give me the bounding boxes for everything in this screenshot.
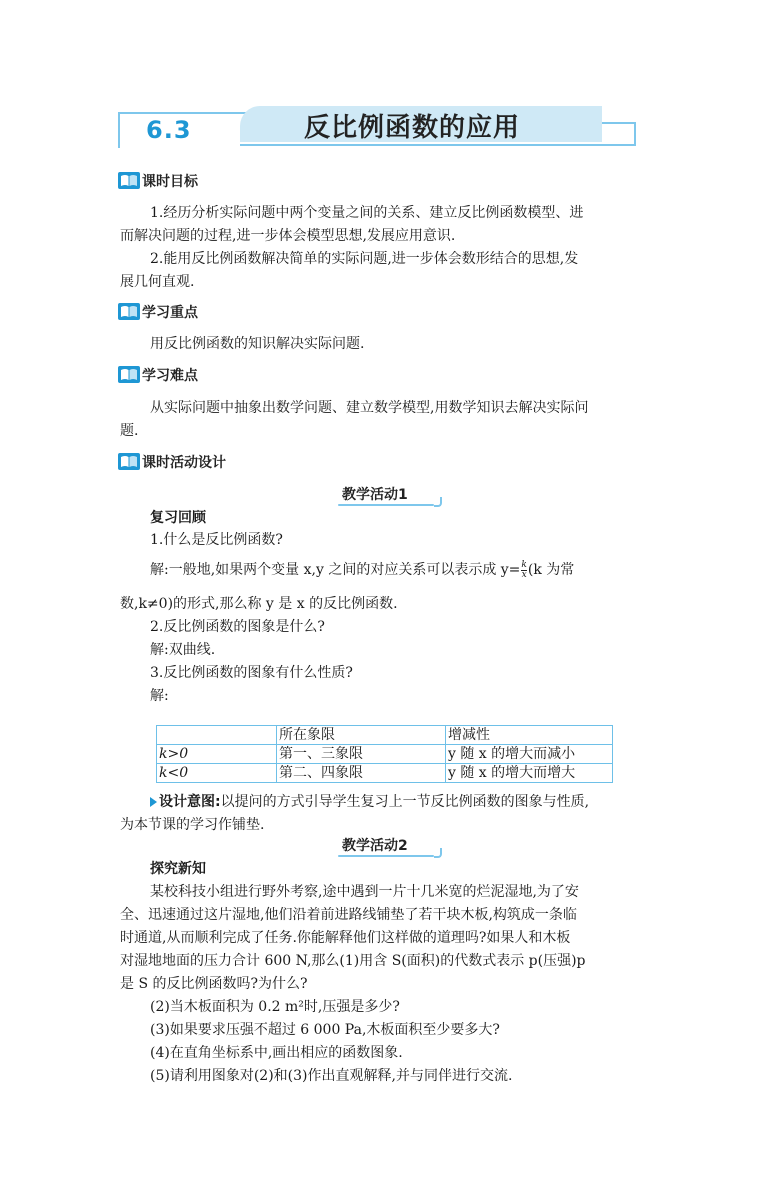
page-title: 反比例函数的应用 — [304, 113, 521, 143]
arrow-icon — [150, 797, 157, 807]
section-label: 学习重点 — [142, 305, 198, 321]
table-cell: y 随 x 的增大而减小 — [446, 745, 613, 764]
paragraph-line: 某校科技小组进行野外考察,途中遇到一片十几米宽的烂泥湿地,为了安 — [150, 884, 579, 900]
difficulty-line-1: 从实际问题中抽象出数学问题、建立数学模型,用数学知识去解决实际问 — [150, 400, 589, 416]
activity-2-banner — [338, 835, 438, 859]
table-cell: 第一、三象限 — [277, 745, 446, 764]
table-cell: y 随 x 的增大而增大 — [446, 764, 613, 783]
paragraph-line: 全、迅速通过这片湿地,他们沿着前进路线铺垫了若干块木板,构筑成一条临 — [120, 907, 577, 923]
table-header-cell: 所在象限 — [277, 726, 446, 745]
question-2-3: (3)如果要求压强不超过 6 000 Pa,木板面积至少要多大? — [150, 1022, 500, 1038]
question-2-4: (4)在直角坐标系中,画出相应的函数图象. — [150, 1045, 403, 1061]
table-row — [157, 764, 613, 783]
question-3: 3.反比例函数的图象有什么性质? — [150, 665, 353, 681]
banner-hook — [434, 497, 442, 507]
title-underline — [240, 144, 634, 146]
activity-1-banner — [338, 484, 438, 508]
activity-2-label: 教学活动2 — [342, 838, 408, 854]
goal-2-line-2: 展几何直观. — [120, 274, 195, 290]
section-number: 6.3 — [146, 116, 192, 144]
activity-1-label: 教学活动1 — [342, 487, 408, 503]
goal-1-line-2: 而解决问题的过程,进一步体会模型思想,发展应用意识. — [120, 228, 456, 244]
section-label: 课时目标 — [142, 174, 198, 190]
activity-2-subtitle: 探究新知 — [150, 861, 206, 877]
fraction-k-over-x — [521, 561, 526, 580]
answer-1-line-2: 数,k≠0)的形式,那么称 y 是 x 的反比例函数. — [120, 596, 398, 612]
question-2-2: (2)当木板面积为 0.2 m²时,压强是多少? — [150, 999, 400, 1015]
table-header-cell — [157, 726, 277, 745]
section-label: 课时活动设计 — [142, 455, 226, 471]
answer-2: 解:双曲线. — [150, 642, 216, 658]
answer-1-text: 解:一般地,如果两个变量 x,y 之间的对应关系可以表示成 y= — [150, 562, 521, 578]
question-2: 2.反比例函数的图象是什么? — [150, 619, 325, 635]
question-2-5: (5)请利用图象对(2)和(3)作出直观解释,并与同伴进行交流. — [150, 1068, 513, 1084]
banner-hook — [434, 848, 442, 858]
activity-1-subtitle: 复习回顾 — [150, 510, 206, 526]
book-icon — [118, 366, 140, 383]
banner-underline — [338, 855, 434, 857]
answer-3: 解: — [150, 688, 169, 704]
table-cell: 第二、四象限 — [277, 764, 446, 783]
design-intent-label: 设计意图: — [159, 794, 221, 810]
table-header-cell: 增减性 — [446, 726, 613, 745]
design-intent-line-1 — [150, 792, 589, 812]
answer-1-tail: (k 为常 — [527, 562, 575, 578]
section-title-bar — [118, 104, 638, 152]
design-intent-text: 以提问的方式引导学生复习上一节反比例函数的图象与性质, — [220, 794, 590, 810]
goal-2-line-1: 2.能用反比例函数解决简单的实际问题,进一步体会数形结合的思想,发 — [150, 251, 579, 267]
fraction-denominator: x — [521, 569, 527, 580]
book-icon — [118, 172, 140, 189]
goal-1-line-1: 1.经历分析实际问题中两个变量之间的关系、建立反比例函数模型、进 — [150, 205, 584, 221]
table-row — [157, 745, 613, 764]
properties-table — [156, 725, 613, 783]
book-icon — [118, 453, 140, 470]
paragraph-line: 是 S 的反比例函数吗?为什么? — [120, 976, 308, 992]
table-cell: k>0 — [157, 745, 277, 764]
table-cell: k<0 — [157, 764, 277, 783]
fraction-numerator: k — [521, 559, 527, 570]
difficulty-line-2: 题. — [120, 423, 139, 439]
table-header-row — [157, 726, 613, 745]
book-icon — [118, 303, 140, 320]
banner-underline — [338, 504, 434, 506]
title-corner — [602, 122, 636, 146]
design-intent-line-2: 为本节课的学习作铺垫. — [120, 817, 265, 833]
paragraph-line: 时通道,从而顺利完成了任务.你能解释他们这样做的道理吗?如果人和木板 — [120, 930, 571, 946]
question-1: 1.什么是反比例函数? — [150, 532, 283, 548]
answer-1-line-1 — [150, 560, 574, 580]
key-text: 用反比例函数的知识解决实际问题. — [150, 336, 365, 352]
section-label: 学习难点 — [142, 368, 198, 384]
paragraph-line: 对湿地地面的压力合计 600 N,那么(1)用含 S(面积)的代数式表示 p(压强)p — [120, 953, 586, 969]
